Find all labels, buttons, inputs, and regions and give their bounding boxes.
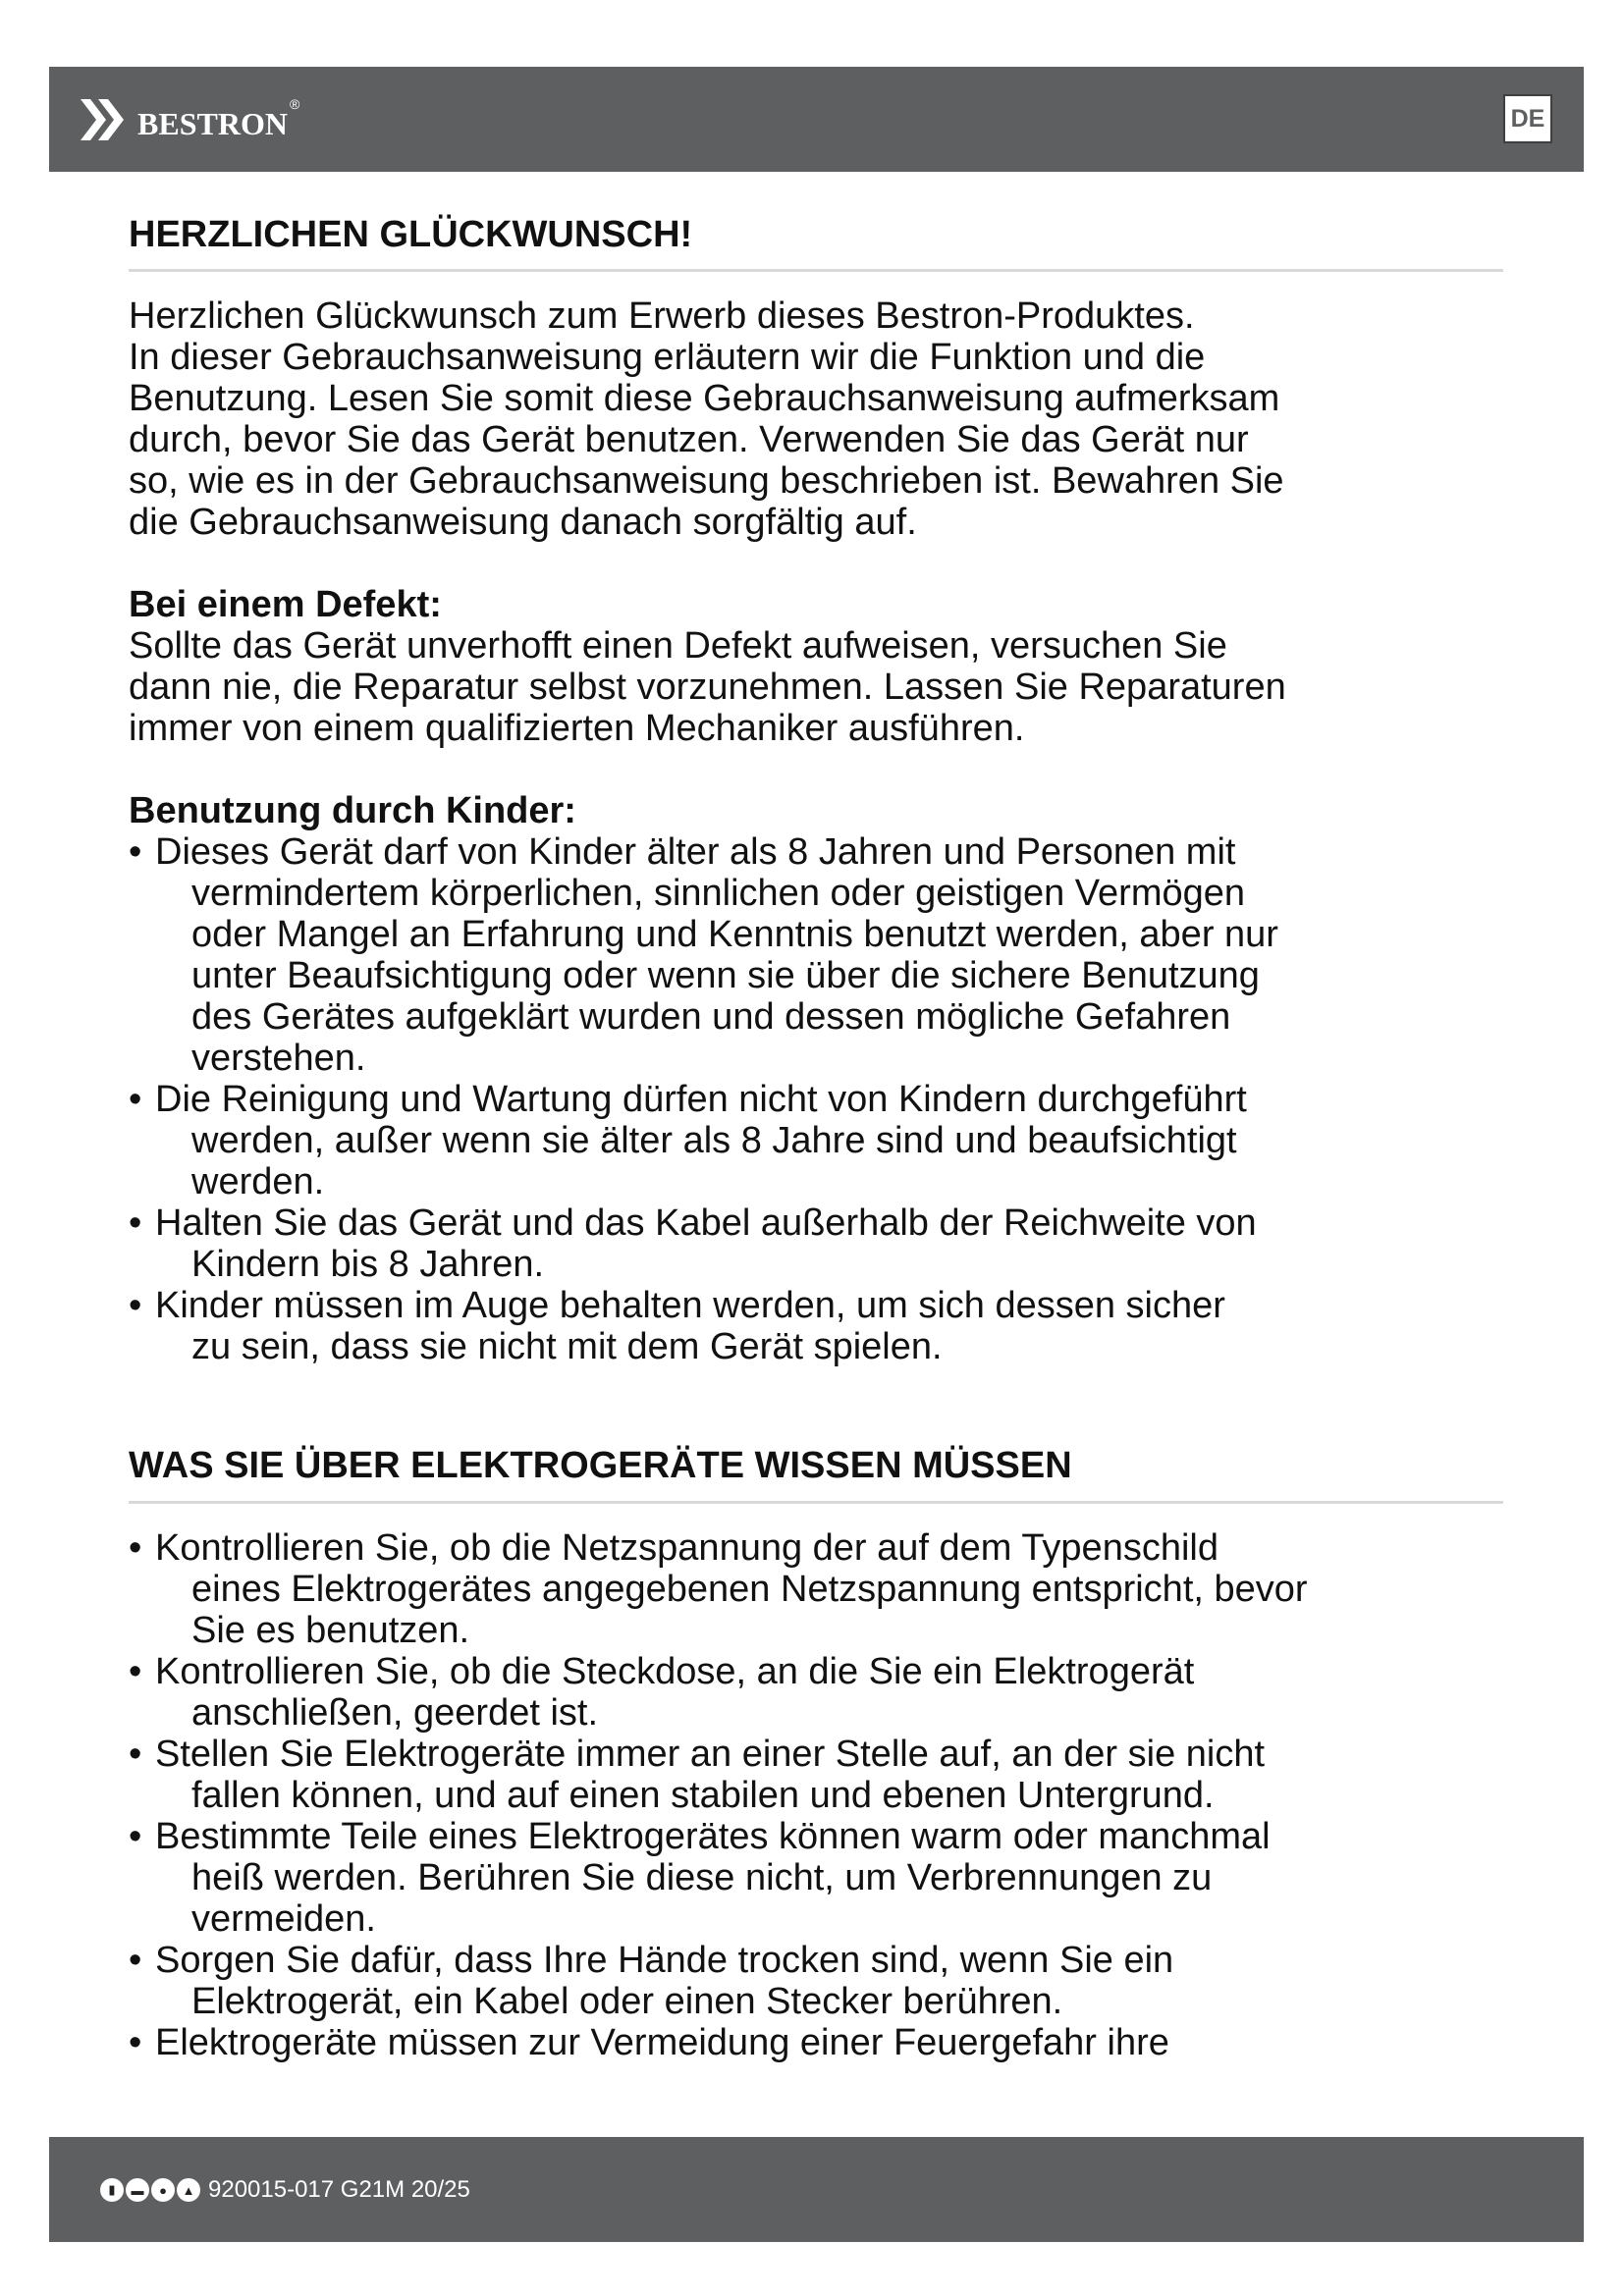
defect-line: dann nie, die Reparatur selbst vorzunehmen. Lassen Sie Reparaturen [129,667,1286,709]
list-item [129,1940,1503,2022]
bullet-line: Elektrogeräte müssen zur Vermeidung einer Feuergefahr ihre [155,2021,1169,2063]
title-divider [129,269,1503,272]
bullet-line: Bestimmte Teile eines Elektrogerätes können warm oder manchmal [155,1815,1271,1857]
defect-heading: Bei einem Defekt: [129,584,442,626]
bullet-dot: • [129,1939,142,1981]
bestron-logo [77,90,299,149]
title-divider [129,1501,1503,1504]
appliance-pictogram-icon: ▬ [126,2178,149,2202]
language-badge: DE [1503,94,1552,143]
bullet-line: zu sein, dass sie nicht mit dem Gerät spielen. [191,1326,943,1368]
bullet-line: Kontrollieren Sie, ob die Steckdose, an die Sie ein Elektrogerät [155,1650,1195,1692]
bullet-dot: • [129,1202,142,1245]
section-title-electrical: WAS SIE ÜBER ELEKTROGERÄTE WISSEN MÜSSEN [129,1445,1072,1487]
children-heading: Benutzung durch Kinder: [129,790,576,832]
bullet-line: oder Mangel an Erfahrung und Kenntnis benutzt werden, aber nur [191,914,1278,956]
bullet-line: werden. [191,1161,325,1203]
intro-line: In dieser Gebrauchsanweisung erläutern wir die Funktion und die [129,337,1206,379]
bullet-line: Kinder müssen im Auge behalten werden, um sich dessen sicher [155,1285,1225,1327]
list-item [129,1527,1503,1651]
list-item [129,1285,1503,1367]
section-title-congratulations: HERZLICHEN GLÜCKWUNSCH! [129,214,693,255]
bullet-line: heiß werden. Berühren Sie diese nicht, um Verbrennungen zu [191,1856,1213,1898]
intro-line: so, wie es in der Gebrauchsanweisung beschrieben ist. Bewahren Sie [129,460,1284,503]
electrical-section [129,1442,1503,2062]
bullet-dot: • [129,1285,142,1327]
bullet-line: Dieses Gerät darf von Kinder älter als 8 Jahren und Personen mit [155,831,1236,874]
bullet-dot: • [129,1079,142,1121]
warning-pictogram-icon: ▮ [100,2178,124,2202]
bullet-line: Kontrollieren Sie, ob die Netzspannung der auf dem Typenschild [155,1526,1218,1569]
bullet-line: unter Beaufsichtigung oder wenn sie über die sichere Benutzung [191,955,1260,997]
defect-line: immer von einem qualifizierten Mechaniker ausführen. [129,708,1025,750]
intro-line: die Gebrauchsanweisung danach sorgfältig auf. [129,502,917,544]
bullet-dot: • [129,1526,142,1569]
list-item [129,1651,1503,1734]
hand-pictogram-icon: ● [151,2178,175,2202]
footer-bar [49,2137,1584,2242]
bullet-line: Kindern bis 8 Jahren. [191,1244,545,1286]
bullet-line: fallen können, und auf einen stabilen und ebenen Untergrund. [191,1774,1215,1816]
intro-line: Herzlichen Glückwunsch zum Erwerb dieses Bestron-Produktes. [129,295,1195,338]
list-item [129,1202,1503,1285]
list-item [129,1734,1503,1816]
bullet-line: werden, außer wenn sie älter als 8 Jahre sind und beaufsichtigt [191,1120,1237,1162]
intro-line: durch, bevor Sie das Gerät benutzen. Verwenden Sie das Gerät nur [129,419,1249,461]
list-item [129,1079,1503,1202]
page-content [129,211,1503,2063]
bullet-dot: • [129,2021,142,2063]
bullet-line: vermindertem körperlichen, sinnlichen oder geistigen Vermögen [191,873,1246,915]
bullet-line: Sorgen Sie dafür, dass Ihre Hände trocken sind, wenn Sie ein [155,1939,1174,1981]
registered-mark: ® [289,96,300,112]
bullet-dot: • [129,1733,142,1775]
list-item [129,1816,1503,1940]
chevrons-logo-icon [77,97,132,142]
document-code: 920015-017 G21M 20/25 [208,2176,470,2203]
bullet-dot: • [129,1650,142,1692]
bullet-line: verstehen. [191,1038,366,1080]
bullet-line: Halten Sie das Gerät und das Kabel außerhalb der Reichweite von [155,1202,1257,1245]
bullet-line: Sie es benutzen. [191,1609,470,1651]
intro-line: Benutzung. Lesen Sie somit diese Gebrauchsanweisung aufmerksam [129,378,1280,420]
intro-paragraph [129,295,1503,543]
header-bar [49,67,1584,172]
bullet-line: eines Elektrogerätes angegebenen Netzspannung entspricht, bevor [191,1568,1308,1610]
bullet-line: Stellen Sie Elektrogeräte immer an einer Stelle auf, an der sie nicht [155,1733,1266,1775]
pictogram-icons [100,2178,200,2202]
bullet-line: Die Reinigung und Wartung dürfen nicht von Kindern durchgeführt [155,1079,1247,1121]
children-bullet-list [129,831,1503,1367]
footer-content [100,2176,470,2204]
bullet-line: Elektrogerät, ein Kabel oder einen Stecker berühren. [191,1980,1063,2022]
list-item [129,831,1503,1079]
electrical-bullet-list [129,1527,1503,2063]
bullet-dot: • [129,1815,142,1857]
bullet-line: vermeiden. [191,1897,376,1940]
list-item [129,2022,1503,2063]
bullet-line: des Gerätes aufgeklärt wurden und dessen mögliche Gefahren [191,996,1231,1039]
defect-paragraph [129,625,1503,749]
brand-name: bestron [137,94,288,144]
bullet-dot: • [129,831,142,874]
bullet-line: anschließen, geerdet ist. [191,1691,599,1734]
attention-pictogram-icon: ▲ [177,2178,200,2202]
defect-line: Sollte das Gerät unverhofft einen Defekt aufweisen, versuchen Sie [129,625,1227,667]
